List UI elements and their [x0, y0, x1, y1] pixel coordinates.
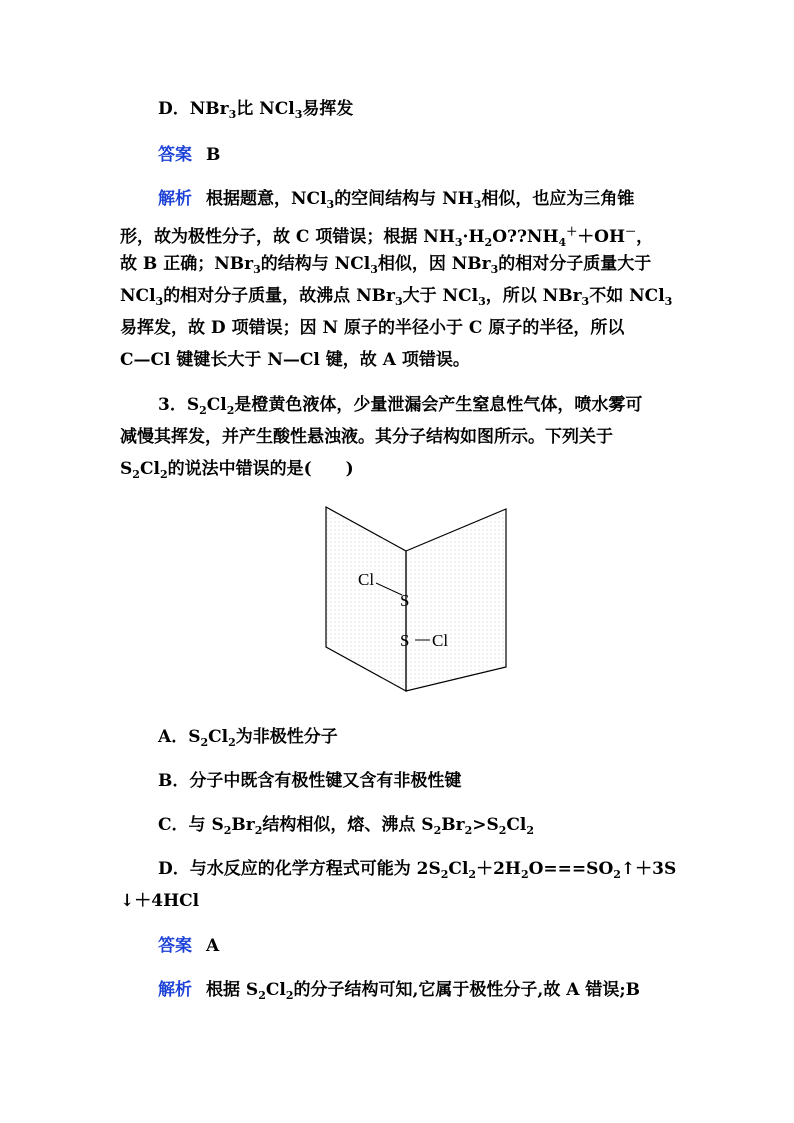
- q2-analysis-line-6: C—Cl 键键长大于 N—Cl 键，故 A 项错误。: [120, 350, 470, 370]
- q2-analysis-line-2: 形，故为极性分子，故 C 项错误；根据 $NH_3\cdot H_2O??NH_4^++OH^-$，: [120, 225, 654, 249]
- atom-s-bottom: S: [400, 631, 410, 650]
- q3-option-d-line-2: ↓＋4HCl: [120, 891, 200, 911]
- q2-analysis-line-5: 易挥发，故 D 项错误；因 N 原子的半径小于 C 原子的半径，所以: [120, 318, 625, 338]
- analysis-label: 解析: [158, 980, 192, 1000]
- answer-value: B: [206, 145, 221, 165]
- q3-stem-line-3: $S_2Cl_2$的说法中错误的是( ): [120, 459, 354, 481]
- q3-answer: [158, 936, 219, 956]
- q2-analysis-line-3: 故 B 正确；NBr$_3$的结构与 NCl$_3$相似，因 NBr$_3$的相对分子质量大于: [120, 254, 652, 276]
- q2-analysis-line-1: 解析 根据题意，NCl$_3$的空间结构与 $NH_3$相似，也应为三角锥: [158, 189, 635, 211]
- molecule-structure-figure: [318, 505, 518, 700]
- q3-analysis-line-1: 解析 根据 $S_2Cl_2$的分子结构可知,它属于极性分子,故 A 错误;B: [158, 980, 641, 1002]
- answer-value: A: [206, 936, 220, 956]
- q2-option-d: D．NBr$_3$比 NCl$_3$易挥发: [158, 99, 354, 121]
- q3-option-b: B．分子中既含有极性键又含有非极性键: [158, 771, 462, 791]
- answer-label: 答案: [158, 936, 192, 956]
- analysis-label: 解析: [158, 189, 192, 209]
- right-plane: [406, 509, 506, 691]
- q3-stem-line-2: 减慢其挥发，并产生酸性悬浊液。其分子结构如图所示。下列关于: [120, 427, 613, 447]
- q3-option-c: C．与 $S_2Br_2$结构相似，熔、沸点 $S_2Br_2>S_2Cl_2$: [158, 815, 535, 837]
- atom-cl-top: Cl: [358, 570, 375, 589]
- atom-s-top: S: [400, 591, 410, 610]
- q2-answer: [158, 145, 220, 165]
- q2-analysis-line-4: NCl$_3$的相对分子质量，故沸点 NBr$_3$大于 NCl$_3$，所以 NBr$_3$不如 NCl$_3$: [120, 286, 673, 308]
- atom-cl-bottom: Cl: [432, 631, 449, 650]
- answer-label: 答案: [158, 145, 192, 165]
- q3-stem-line-1: 3．$S_2Cl_2$是橙黄色液体，少量泄漏会产生窒息性气体，喷水雾可: [158, 395, 643, 417]
- q3-option-a: A．$S_2Cl_2$为非极性分子: [158, 727, 338, 749]
- left-plane: [326, 507, 406, 691]
- q3-option-d-line-1: D．与水反应的化学方程式可能为 $2S_2Cl_2+2H_2O===SO_2↑+3S$: [158, 859, 677, 881]
